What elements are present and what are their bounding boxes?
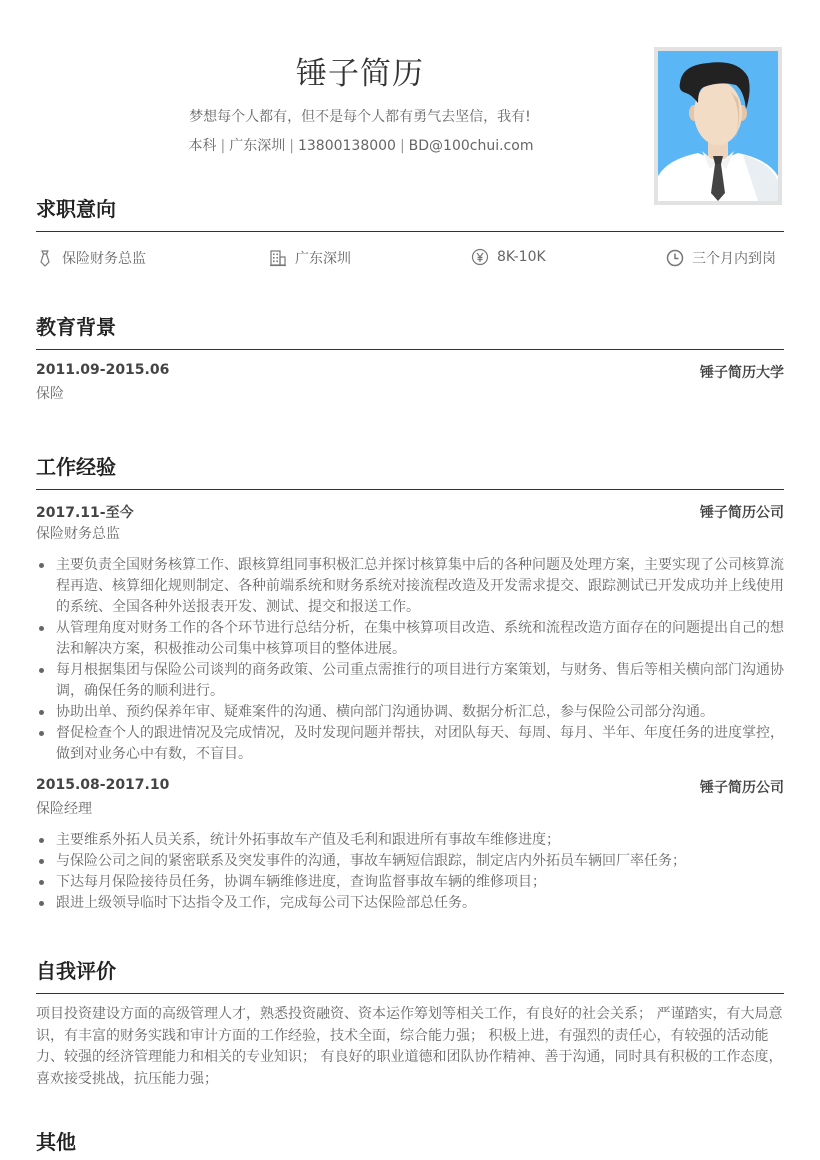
section-education [36,311,784,403]
section-divider [36,993,784,994]
education-entry [36,362,784,403]
list-item: 从管理角度对财务工作的各个环节进行总结分析，在集中核算项目改造、系统和流程改造方面存在的问题提出自己的想法和解决方案，积极推动公司集中核算项目的整体进展。 [36,618,784,660]
intent-salary [471,248,546,266]
section-divider [36,349,784,350]
avatar [654,47,782,205]
list-item: 下达每月保险接待员任务，协调车辆维修进度，查询监督事故车辆的维修项目； [36,872,784,893]
building-icon [269,249,287,267]
intent-availability [666,248,776,268]
section-divider [36,489,784,490]
intent-city [269,248,351,268]
education-major: 保险 [36,386,64,402]
work-company: 锤子简历公司 [700,780,784,796]
work-date: 2017.11-至今 [36,505,134,521]
work-duties [36,830,784,914]
location: 广东深圳 [229,138,286,154]
candidate-name: 锤子简历 [296,56,424,92]
section-self-evaluation [36,955,784,1090]
separator: | [289,138,294,154]
education-school: 锤子简历大学 [700,365,784,381]
clock-icon [666,249,684,267]
degree: 本科 [188,138,217,154]
list-item: 跟进上级领导临时下达指令及工作，完成每公司下达保险部总任务。 [36,893,784,914]
section-title: 自我评价 [36,959,116,983]
phone: 13800138000 [297,138,396,154]
section-work-experience [36,451,784,914]
intent-salary-label: 8K-10K [497,249,546,265]
work-position: 保险经理 [36,801,92,817]
section-title: 教育背景 [36,315,116,339]
list-item: 督促检查个人的跟进情况及完成情况，及时发现问题并帮扶，对团队每天、每周、每月、半年、年度任务的进度掌控，做到对业务心中有数，不盲目。 [36,723,784,765]
motto: 梦想每个人都有，但不是每个人都有勇气去坚信，我有! [189,109,531,125]
section-title: 工作经验 [36,455,116,479]
section-job-intent [36,193,784,276]
list-item: 每月根据集团与保险公司谈判的商务政策、公司重点需推行的项目进行方案策划，与财务、售后等相关横向部门沟通协调，确保任务的顺利进行。 [36,660,784,702]
intent-position-label: 保险财务总监 [62,251,146,267]
email: BD@100chui.com [408,138,534,154]
intent-availability-label: 三个月内到岗 [692,251,776,267]
resume-header [0,0,820,215]
work-date: 2015.08-2017.10 [36,777,170,793]
contact-line [150,135,572,155]
self-evaluation-text: 项目投资建设方面的高级管理人才，熟悉投资融资、资本运作筹划等相关工作，有良好的社会关系； 严谨踏实，有大局意识，有丰富的财务实践和审计方面的工作经验，技术全面，综合能力强； 积极上进，有强烈的责任心，有较强的活动能力、较强的经济管理能力和相关的专业知识； 有良好的职业道德和团队协作精神、善于沟通，同时具有积极的工作态度，喜欢接受挑战，抗压能力强； [36,1006,783,1087]
job-intent-row [36,240,784,276]
avatar-illustration [658,51,778,201]
yen-icon [471,248,489,266]
section-title: 其他 [36,1130,76,1154]
list-item: 主要负责全国财务核算工作、跟核算组同事积极汇总并探讨核算集中后的各种问题及处理方案，主要实现了公司核算流程再造、核算细化规则制定、各种前端系统和财务系统对接流程改造及开发需求提交、跟踪测试已开发成功并上线使用的系统、全国各种外送报表开发、测试、提交和报送工作。 [36,555,784,618]
work-position: 保险财务总监 [36,526,120,542]
education-date: 2011.09-2015.06 [36,362,170,378]
intent-city-label: 广东深圳 [295,251,351,267]
section-title: 求职意向 [36,197,116,221]
tie-icon [36,249,54,267]
work-duties [36,555,784,765]
list-item: 主要维系外拓人员关系，统计外拓事故车产值及毛利和跟进所有事故车维修进度； [36,830,784,851]
work-entry [36,502,784,765]
work-company: 锤子简历公司 [700,505,784,521]
separator: | [220,138,226,154]
work-entry [36,777,784,914]
intent-position [36,248,146,268]
list-item: 与保险公司之间的紧密联系及突发事件的沟通，事故车辆短信跟踪，制定店内外拓员车辆回厂率任务； [36,851,784,872]
section-divider [36,231,784,232]
section-other [36,1126,784,1158]
separator: | [399,138,405,154]
list-item: 协助出单、预约保养年审、疑难案件的沟通、横向部门沟通协调、数据分析汇总，参与保险公司部分沟通。 [36,702,784,723]
